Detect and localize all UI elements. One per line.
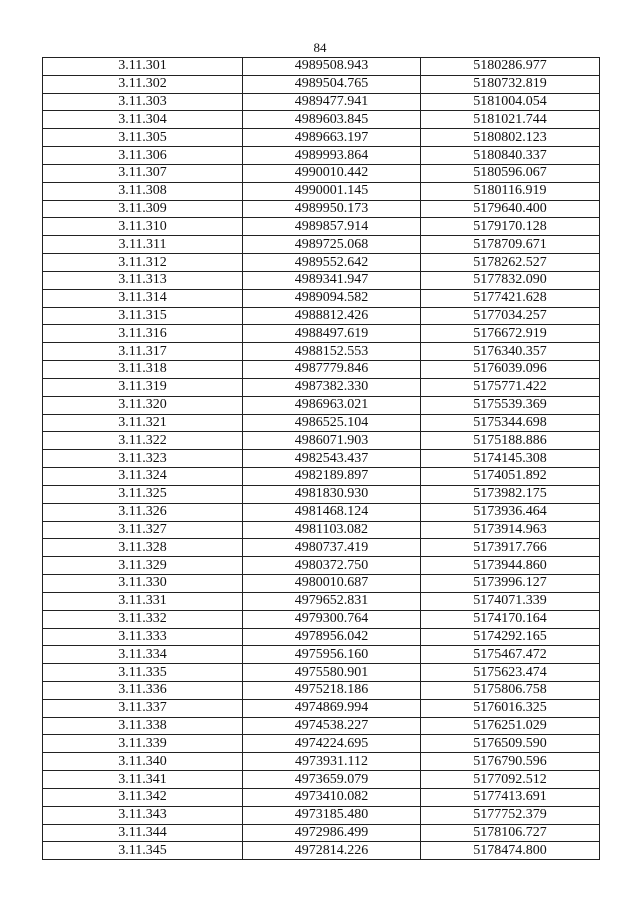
- table-row: [43, 539, 600, 557]
- point-id-cell: 3.11.331: [43, 592, 243, 610]
- x-coordinate-cell: 4986071.903: [243, 432, 421, 450]
- point-id-cell: 3.11.330: [43, 575, 243, 593]
- x-coordinate-cell: 4980372.750: [243, 557, 421, 575]
- point-id-cell: 3.11.318: [43, 361, 243, 379]
- y-coordinate-cell: 5177752.379: [421, 806, 600, 824]
- x-coordinate-cell: 4989663.197: [243, 129, 421, 147]
- point-id-cell: 3.11.324: [43, 468, 243, 486]
- point-id-cell: 3.11.326: [43, 503, 243, 521]
- x-coordinate-cell: 4989477.941: [243, 93, 421, 111]
- table-row: [43, 628, 600, 646]
- x-coordinate-cell: 4989341.947: [243, 271, 421, 289]
- table-row: [43, 111, 600, 129]
- x-coordinate-cell: 4981830.930: [243, 485, 421, 503]
- x-coordinate-cell: 4973931.112: [243, 753, 421, 771]
- x-coordinate-cell: 4988497.619: [243, 325, 421, 343]
- x-coordinate-cell: 4975956.160: [243, 646, 421, 664]
- table-row: [43, 521, 600, 539]
- point-id-cell: 3.11.309: [43, 200, 243, 218]
- y-coordinate-cell: 5177034.257: [421, 307, 600, 325]
- y-coordinate-cell: 5180732.819: [421, 75, 600, 93]
- y-coordinate-cell: 5174051.892: [421, 468, 600, 486]
- table-row: [43, 485, 600, 503]
- y-coordinate-cell: 5174170.164: [421, 610, 600, 628]
- table-row: [43, 503, 600, 521]
- table-row: [43, 254, 600, 272]
- table-row: [43, 58, 600, 76]
- x-coordinate-cell: 4975218.186: [243, 681, 421, 699]
- point-id-cell: 3.11.337: [43, 699, 243, 717]
- point-id-cell: 3.11.311: [43, 236, 243, 254]
- y-coordinate-cell: 5181004.054: [421, 93, 600, 111]
- table-row: [43, 325, 600, 343]
- y-coordinate-cell: 5178709.671: [421, 236, 600, 254]
- x-coordinate-cell: 4989094.582: [243, 289, 421, 307]
- table-row: [43, 753, 600, 771]
- y-coordinate-cell: 5175623.474: [421, 664, 600, 682]
- table-row: [43, 93, 600, 111]
- table-row: [43, 806, 600, 824]
- table-row: [43, 842, 600, 860]
- x-coordinate-cell: 4982543.437: [243, 450, 421, 468]
- x-coordinate-cell: 4982189.897: [243, 468, 421, 486]
- x-coordinate-cell: 4989993.864: [243, 147, 421, 165]
- point-id-cell: 3.11.336: [43, 681, 243, 699]
- table-row: [43, 307, 600, 325]
- y-coordinate-cell: 5180840.337: [421, 147, 600, 165]
- coordinates-table-body: [43, 58, 600, 860]
- y-coordinate-cell: 5180802.123: [421, 129, 600, 147]
- table-row: [43, 129, 600, 147]
- point-id-cell: 3.11.328: [43, 539, 243, 557]
- x-coordinate-cell: 4987382.330: [243, 378, 421, 396]
- table-row: [43, 771, 600, 789]
- x-coordinate-cell: 4987779.846: [243, 361, 421, 379]
- x-coordinate-cell: 4973185.480: [243, 806, 421, 824]
- table-row: [43, 610, 600, 628]
- y-coordinate-cell: 5176039.096: [421, 361, 600, 379]
- x-coordinate-cell: 4986963.021: [243, 396, 421, 414]
- table-row: [43, 788, 600, 806]
- point-id-cell: 3.11.314: [43, 289, 243, 307]
- table-row: [43, 147, 600, 165]
- y-coordinate-cell: 5173936.464: [421, 503, 600, 521]
- x-coordinate-cell: 4980010.687: [243, 575, 421, 593]
- y-coordinate-cell: 5177092.512: [421, 771, 600, 789]
- point-id-cell: 3.11.320: [43, 396, 243, 414]
- table-row: [43, 271, 600, 289]
- y-coordinate-cell: 5176509.590: [421, 735, 600, 753]
- y-coordinate-cell: 5174145.308: [421, 450, 600, 468]
- y-coordinate-cell: 5176790.596: [421, 753, 600, 771]
- point-id-cell: 3.11.341: [43, 771, 243, 789]
- y-coordinate-cell: 5175467.472: [421, 646, 600, 664]
- point-id-cell: 3.11.343: [43, 806, 243, 824]
- table-row: [43, 468, 600, 486]
- point-id-cell: 3.11.345: [43, 842, 243, 860]
- y-coordinate-cell: 5174292.165: [421, 628, 600, 646]
- point-id-cell: 3.11.322: [43, 432, 243, 450]
- x-coordinate-cell: 4989725.068: [243, 236, 421, 254]
- point-id-cell: 3.11.304: [43, 111, 243, 129]
- table-row: [43, 361, 600, 379]
- point-id-cell: 3.11.313: [43, 271, 243, 289]
- x-coordinate-cell: 4972986.499: [243, 824, 421, 842]
- y-coordinate-cell: 5176340.357: [421, 343, 600, 361]
- point-id-cell: 3.11.305: [43, 129, 243, 147]
- x-coordinate-cell: 4989603.845: [243, 111, 421, 129]
- point-id-cell: 3.11.344: [43, 824, 243, 842]
- y-coordinate-cell: 5178106.727: [421, 824, 600, 842]
- y-coordinate-cell: 5175806.758: [421, 681, 600, 699]
- y-coordinate-cell: 5173914.963: [421, 521, 600, 539]
- table-row: [43, 824, 600, 842]
- y-coordinate-cell: 5175344.698: [421, 414, 600, 432]
- table-row: [43, 218, 600, 236]
- x-coordinate-cell: 4990001.145: [243, 182, 421, 200]
- y-coordinate-cell: 5176672.919: [421, 325, 600, 343]
- table-row: [43, 735, 600, 753]
- y-coordinate-cell: 5173982.175: [421, 485, 600, 503]
- point-id-cell: 3.11.316: [43, 325, 243, 343]
- point-id-cell: 3.11.312: [43, 254, 243, 272]
- x-coordinate-cell: 4990010.442: [243, 164, 421, 182]
- table-row: [43, 699, 600, 717]
- x-coordinate-cell: 4978956.042: [243, 628, 421, 646]
- table-row: [43, 343, 600, 361]
- x-coordinate-cell: 4989504.765: [243, 75, 421, 93]
- table-row: [43, 681, 600, 699]
- y-coordinate-cell: 5173944.860: [421, 557, 600, 575]
- table-row: [43, 236, 600, 254]
- page-number: 84: [313, 40, 327, 55]
- table-row: [43, 717, 600, 735]
- table-row: [43, 378, 600, 396]
- table-row: [43, 289, 600, 307]
- point-id-cell: 3.11.321: [43, 414, 243, 432]
- y-coordinate-cell: 5179170.128: [421, 218, 600, 236]
- point-id-cell: 3.11.306: [43, 147, 243, 165]
- point-id-cell: 3.11.340: [43, 753, 243, 771]
- point-id-cell: 3.11.310: [43, 218, 243, 236]
- x-coordinate-cell: 4981468.124: [243, 503, 421, 521]
- point-id-cell: 3.11.319: [43, 378, 243, 396]
- x-coordinate-cell: 4989857.914: [243, 218, 421, 236]
- y-coordinate-cell: 5176251.029: [421, 717, 600, 735]
- y-coordinate-cell: 5180596.067: [421, 164, 600, 182]
- x-coordinate-cell: 4974538.227: [243, 717, 421, 735]
- x-coordinate-cell: 4975580.901: [243, 664, 421, 682]
- x-coordinate-cell: 4981103.082: [243, 521, 421, 539]
- y-coordinate-cell: 5174071.339: [421, 592, 600, 610]
- y-coordinate-cell: 5177832.090: [421, 271, 600, 289]
- y-coordinate-cell: 5177413.691: [421, 788, 600, 806]
- point-id-cell: 3.11.303: [43, 93, 243, 111]
- table-row: [43, 557, 600, 575]
- y-coordinate-cell: 5178262.527: [421, 254, 600, 272]
- y-coordinate-cell: 5173996.127: [421, 575, 600, 593]
- x-coordinate-cell: 4988152.553: [243, 343, 421, 361]
- table-row: [43, 646, 600, 664]
- y-coordinate-cell: 5177421.628: [421, 289, 600, 307]
- point-id-cell: 3.11.342: [43, 788, 243, 806]
- x-coordinate-cell: 4972814.226: [243, 842, 421, 860]
- x-coordinate-cell: 4988812.426: [243, 307, 421, 325]
- y-coordinate-cell: 5181021.744: [421, 111, 600, 129]
- y-coordinate-cell: 5173917.766: [421, 539, 600, 557]
- x-coordinate-cell: 4980737.419: [243, 539, 421, 557]
- x-coordinate-cell: 4986525.104: [243, 414, 421, 432]
- x-coordinate-cell: 4979300.764: [243, 610, 421, 628]
- point-id-cell: 3.11.302: [43, 75, 243, 93]
- y-coordinate-cell: 5179640.400: [421, 200, 600, 218]
- table-row: [43, 182, 600, 200]
- y-coordinate-cell: 5180116.919: [421, 182, 600, 200]
- coordinates-table: [42, 57, 600, 860]
- point-id-cell: 3.11.317: [43, 343, 243, 361]
- table-row: [43, 575, 600, 593]
- table-row: [43, 396, 600, 414]
- x-coordinate-cell: 4979652.831: [243, 592, 421, 610]
- point-id-cell: 3.11.325: [43, 485, 243, 503]
- point-id-cell: 3.11.301: [43, 58, 243, 76]
- x-coordinate-cell: 4974224.695: [243, 735, 421, 753]
- point-id-cell: 3.11.335: [43, 664, 243, 682]
- table-row: [43, 75, 600, 93]
- point-id-cell: 3.11.315: [43, 307, 243, 325]
- y-coordinate-cell: 5175771.422: [421, 378, 600, 396]
- y-coordinate-cell: 5180286.977: [421, 58, 600, 76]
- point-id-cell: 3.11.307: [43, 164, 243, 182]
- point-id-cell: 3.11.339: [43, 735, 243, 753]
- table-row: [43, 592, 600, 610]
- y-coordinate-cell: 5175539.369: [421, 396, 600, 414]
- x-coordinate-cell: 4973659.079: [243, 771, 421, 789]
- table-row: [43, 414, 600, 432]
- point-id-cell: 3.11.327: [43, 521, 243, 539]
- x-coordinate-cell: 4974869.994: [243, 699, 421, 717]
- point-id-cell: 3.11.332: [43, 610, 243, 628]
- table-row: [43, 664, 600, 682]
- table-row: [43, 432, 600, 450]
- y-coordinate-cell: 5175188.886: [421, 432, 600, 450]
- table-row: [43, 450, 600, 468]
- table-row: [43, 164, 600, 182]
- x-coordinate-cell: 4973410.082: [243, 788, 421, 806]
- y-coordinate-cell: 5178474.800: [421, 842, 600, 860]
- x-coordinate-cell: 4989950.173: [243, 200, 421, 218]
- point-id-cell: 3.11.334: [43, 646, 243, 664]
- y-coordinate-cell: 5176016.325: [421, 699, 600, 717]
- point-id-cell: 3.11.323: [43, 450, 243, 468]
- point-id-cell: 3.11.329: [43, 557, 243, 575]
- table-row: [43, 200, 600, 218]
- point-id-cell: 3.11.308: [43, 182, 243, 200]
- x-coordinate-cell: 4989508.943: [243, 58, 421, 76]
- point-id-cell: 3.11.338: [43, 717, 243, 735]
- x-coordinate-cell: 4989552.642: [243, 254, 421, 272]
- point-id-cell: 3.11.333: [43, 628, 243, 646]
